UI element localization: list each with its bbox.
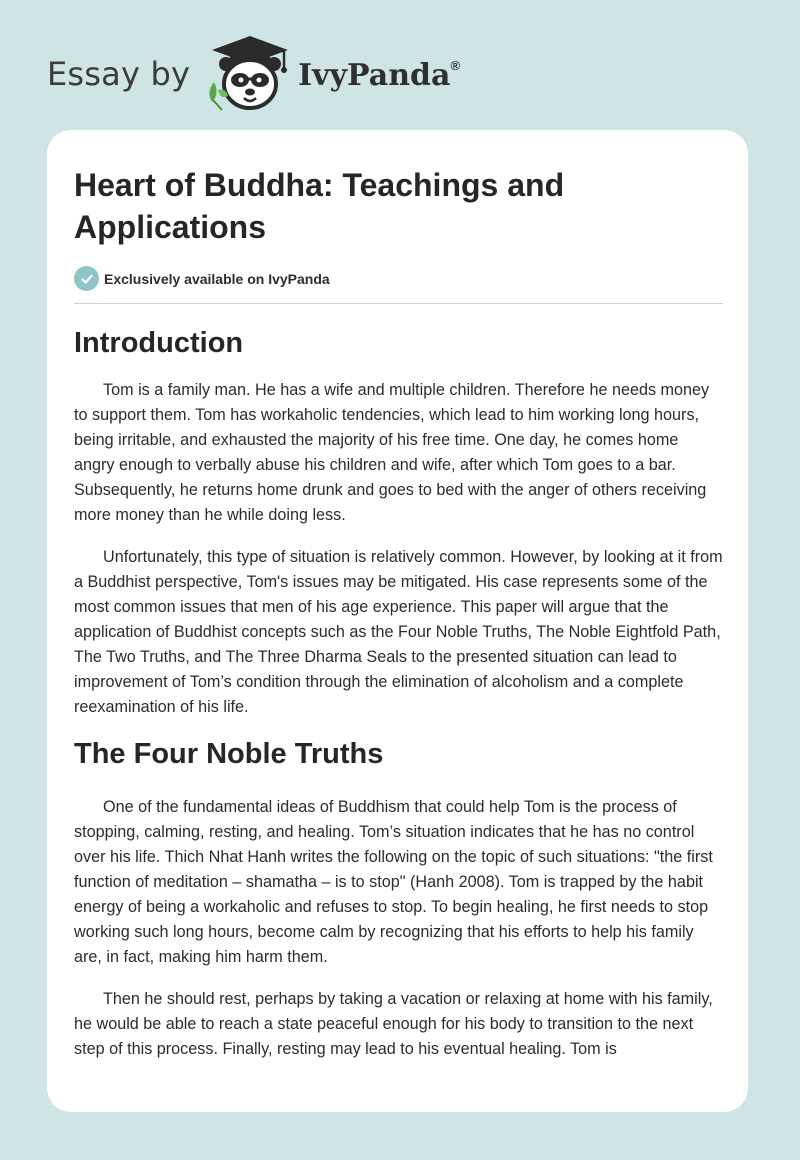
brand-name: IvyPanda® [298, 57, 461, 93]
section-heading-four-noble-truths: The Four Noble Truths [74, 738, 384, 770]
panda-logo-icon [204, 34, 296, 112]
check-icon [74, 266, 99, 291]
essay-title: Heart of Buddha: Teachings and Applications [74, 167, 565, 245]
essay-card [47, 130, 748, 1112]
essay-content [74, 164, 723, 1062]
section-heading-introduction: Introduction [74, 327, 244, 359]
brand-prefix: Essay by [47, 55, 191, 93]
paragraph: Tom is a family man. He has a wife and multiple children. Therefore he needs money to support them. Tom has workaholic tendencies, which lead to him working long hours, being irritable, and exhausted the majority of his free time. One day, he comes home angry enough to verbally abuse his children and wife, after which Tom goes to a bar. Subsequently, he returns home drunk and goes to bed with the anger of others receiving more money than he while doing less. [74, 381, 710, 524]
exclusive-badge-label: Exclusively available on IvyPanda [104, 270, 330, 287]
title-divider [74, 303, 723, 304]
paragraph: One of the fundamental ideas of Buddhism that could help Tom is the process of stopping, calming, resting, and healing. Tom’s situation indicates that he has no control over his life. Thich Nhat Hanh writes the following on the topic of such situations: "the first function of meditation – shamatha – is to stop" (Hanh 2008). Tom is trapped by the habit energy of being a workaholic and refuses to stop. To begin healing, he first needs to stop working such long hours, become calm by recognizing that his efforts to help his family are, in fact, making him harm them. [74, 798, 713, 966]
registered-mark: ® [450, 57, 461, 73]
exclusive-badge [74, 266, 723, 291]
site-brand[interactable] [47, 34, 460, 112]
paragraph: Then he should rest, perhaps by taking a vacation or relaxing at home with his family, he would be able to reach a state peaceful enough for his body to transition to the next step of this process. Finally, resting may lead to his eventual healing. Tom is [74, 990, 713, 1058]
paragraph: Unfortunately, this type of situation is relatively common. However, by looking at it from a Buddhist perspective, Tom's issues may be mitigated. His case represents some of the most common issues that men of his age experience. This paper will argue that the application of Buddhist concepts such as the Four Noble Truths, The Noble Eightfold Path, The Two Truths, and The Three Dharma Seals to the presented situation can lead to improvement of Tom’s condition through the elimination of alcoholism and a complete reexamination of his life. [74, 548, 723, 716]
